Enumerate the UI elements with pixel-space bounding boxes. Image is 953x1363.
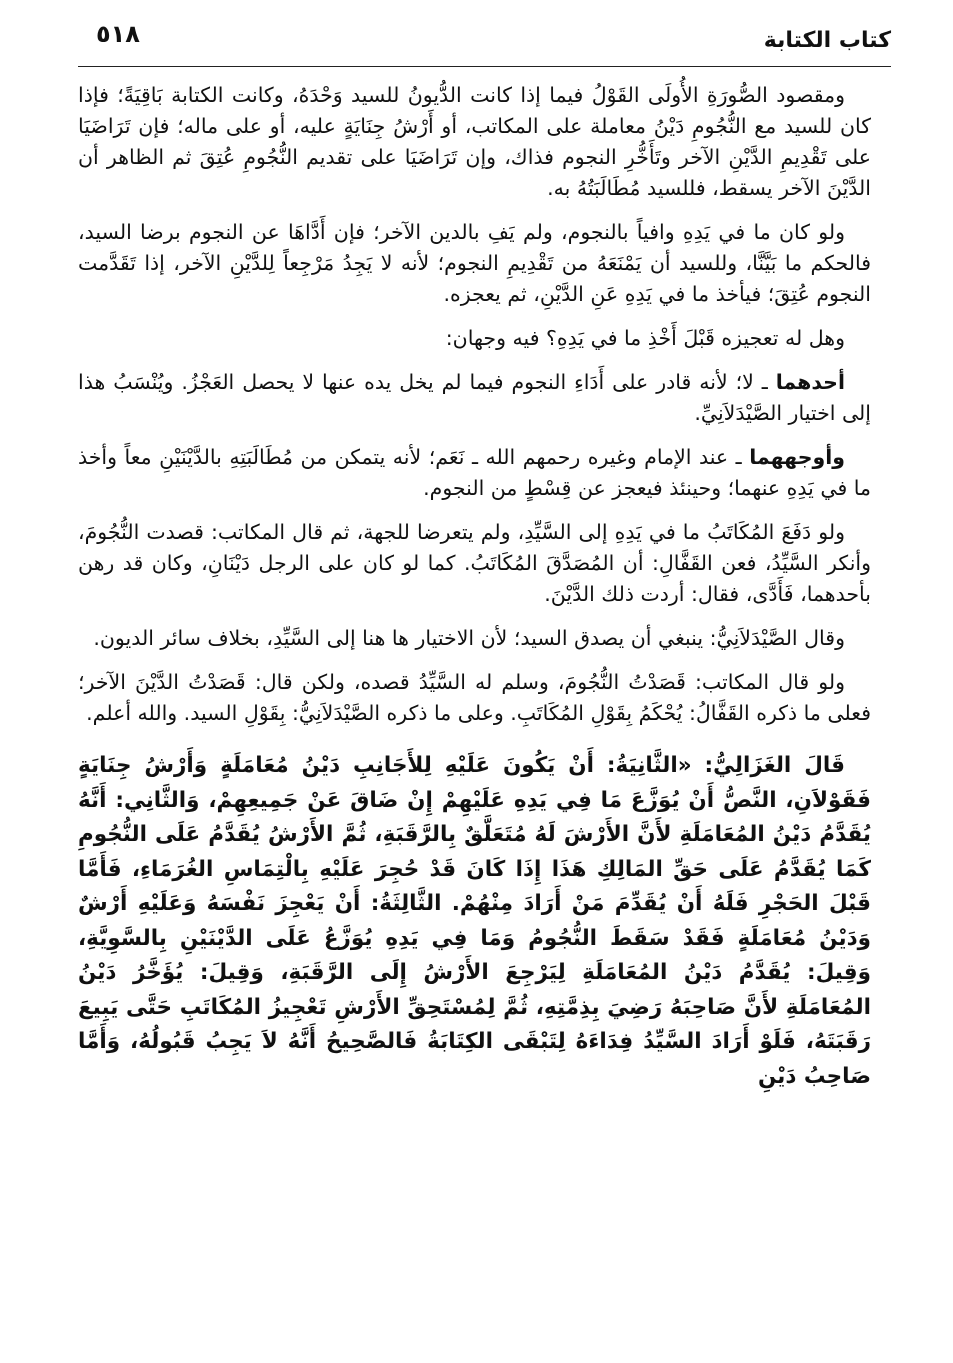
- commentary-paragraph: [78, 217, 871, 310]
- paragraph-lead-word: أحدهما: [775, 370, 845, 394]
- running-title: كتاب الكتابة: [763, 28, 891, 53]
- commentary-paragraph: [78, 667, 871, 729]
- page-number: ٥١٨: [96, 20, 140, 48]
- paragraph-text: ومقصود الصُّورَةِ الأُولَى القَوْلُ فيما إذا كانت الدُّيونُ للسيد وَحْدَهُ، وكانت الكتابة بَاقِيَةً؛ فإذا كان للسيد مع النُّجُومِ دَيْنُ معاملة على المكاتب، أو أَرْشُ جِنَايَةٍ عليه، أو على ماله؛ فإن تَرَاضَيَا على تَقْدِيمِ الدَّيْنِ الآخر وتَأَخُّرِ النجوم فذاك، وإن تَرَاضَيَا على تقديم النُّجُومِ عُتِقَ ثم الظاهر أن الدَّيْنَ الآخر يسقط، فللسيد مُطَالَبَتُهُ به.: [78, 83, 871, 200]
- paragraph-text: ولو كان ما في يَدِهِ وافياً بالنجوم، ولم يَفِ بالدين الآخر؛ فإن أَدَّاهَا عن النجوم برضا السيد، فالحكم ما بَيَّنَّا، وللسيد أن يَمْنَعَهُ من تَقْدِيمِ النجوم؛ لأنه لا يَجِدُ مَرْجِعاً لِلدَّيْنِ الآخر، إذا تَقَدَّمت النجوم عُتِقَ؛ فيأخذ ما في يَدِهِ عَنِ الدَّيْنِ، ثم يعجزه.: [78, 220, 871, 306]
- commentary-paragraph: [78, 367, 871, 429]
- paragraph-text: ـ عند الإمام وغيره رحمهم الله ـ نَعَم؛ لأنه يتمكن من مُطَالَبَتِهِ بالدَّيْنَيْنِ معاً وأخذ ما في يَدِهِ عنهما؛ وحينئذ فيعجز عن قِسْطٍ من النجوم.: [78, 445, 871, 500]
- commentary-paragraph: [78, 517, 871, 610]
- paragraph-lead-word: وأوجههما: [749, 445, 845, 469]
- page-body: [78, 80, 871, 1107]
- commentary-paragraph: [78, 323, 871, 354]
- paragraph-text: وقال الصَّيْدَلاَنِيُّ: ينبغي أن يصدق السيد؛ لأن الاختيار ها هنا إلى السَّيِّدِ، بخلاف سائر الديون.: [93, 626, 845, 650]
- paragraph-text: ولو دَفَعَ المُكَاتَبُ ما في يَدِهِ إلى السَّيِّدِ، ولم يتعرضا للجهة، ثم قال المكاتب: قصدت النُّجُومَ، وأنكر السَّيِّدُ، فعن القَفَّالِ: أن المُصَدَّقَ المُكَاتَبُ. كما لو كان على الرجل دَيْنَانِ، وكان قد رهن بأحدهما، فَأَدَّى، فقال: أردت ذلك الدَّيْنَ.: [78, 520, 871, 606]
- paragraph-text: ـ لا؛ لأنه قادر على أَدَاءِ النجوم فيما لم يخل يده عنها لا يحصل العَجْزُ. ويُنْسَبُ هذا إلى اختيار الصَّيْدَلاَنِيِّ.: [78, 370, 871, 425]
- commentary-paragraph: [78, 623, 871, 654]
- matn-text: قَالَ الغَزَالِيُّ: «الثَّانِيَةُ: أَنْ يَكُونَ عَلَيْهِ لِلأَجَانِبِ دَيْنُ مُعَامَلَةٍ وَأَرْشُ جِنَايَةٍ فَقَوْلاَنِ، النَّصُّ أَنْ يُوَزَّعَ مَا فِي يَدِهِ عَلَيْهِمْ إِنْ ضَاقَ عَنْ جَمِيعِهِمْ، وَالثَّانِي: أَنَّهُ يُقَدَّمُ دَيْنُ المُعَامَلَةِ لأَنَّ الأَرْشَ لَهُ مُتَعَلَّقٌ بِالرَّقَبَةِ، ثُمَّ الأَرْشُ يُقَدَّمُ عَلَى النُّجُومِ كَمَا يُقَدَّمُ عَلَى حَقِّ المَالِكِ هَذَا إِذَا كَانَ قَدْ حُجِرَ عَلَيْهِ بِالْتِمَاسِ الغُرَمَاءِ، فَأَمَّا قَبْلَ الحَجْرِ فَلَهُ أَنْ يُقَدِّمَ مَنْ أَرَادَ مِنْهُمْ. الثَّالِثَةُ: أَنْ يَعْجِزَ نَفْسَهُ وَعَلَيْهِ أَرْشٌ وَدَيْنُ مُعَامَلَةٍ فَقَدْ سَقَطَ النُّجُومُ وَمَا فِي يَدِهِ يُوَزَّعُ عَلَى الدَّيْنَيْنِ بِالسَّوِيَّةِ، وَقِيلَ: يُقَدَّمُ دَيْنُ المُعَامَلَةِ لِيَرْجِعَ الأَرْشُ إِلَى الرَّقَبَةِ، وَقِيلَ: يُؤَخَّرُ دَيْنُ المُعَامَلَةِ لأَنَّ صَاحِبَهُ رَضِيَ بِذِمَّتِهِ، ثُمَّ لِمُسْتَحِقِّ الأَرْشِ تَعْجِيزُ المُكَاتَبِ حَتَّى يَبِيعَ رَقَبَتَهُ، فَلَوْ أَرَادَ السَّيِّدُ فِدَاءَهُ لِتَبْقَى الكِتَابَةُ فَالصَّحِيحُ أَنَّهُ لاَ يَجِبُ قَبُولُهُ، وَأَمَّا صَاحِبُ دَيْنِ: [78, 753, 871, 1089]
- paragraph-text: ولو قال المكاتب: قَصَدْتُ النُّجُومَ، وسلم له السَّيِّدُ قصده، ولكن قال: قَصَدْتُ الدَّيْنَ الآخر؛ فعلى ما ذكره القَفَّالُ: يُحْكَمُ بِقَوْلِ المُكَاتَبِ. وعلى ما ذكره الصَّيْدَلاَنِيُّ: بِقَوْلِ السيد. والله أعلم.: [78, 670, 871, 725]
- paragraph-text: وهل له تعجيزه قَبْلَ أَخْذِ ما في يَدِهِ؟ فيه وجهان:: [445, 326, 845, 350]
- commentary-paragraph: [78, 442, 871, 504]
- page-header: [78, 16, 891, 67]
- matn-quotation: [78, 749, 871, 1094]
- commentary-paragraph: [78, 80, 871, 204]
